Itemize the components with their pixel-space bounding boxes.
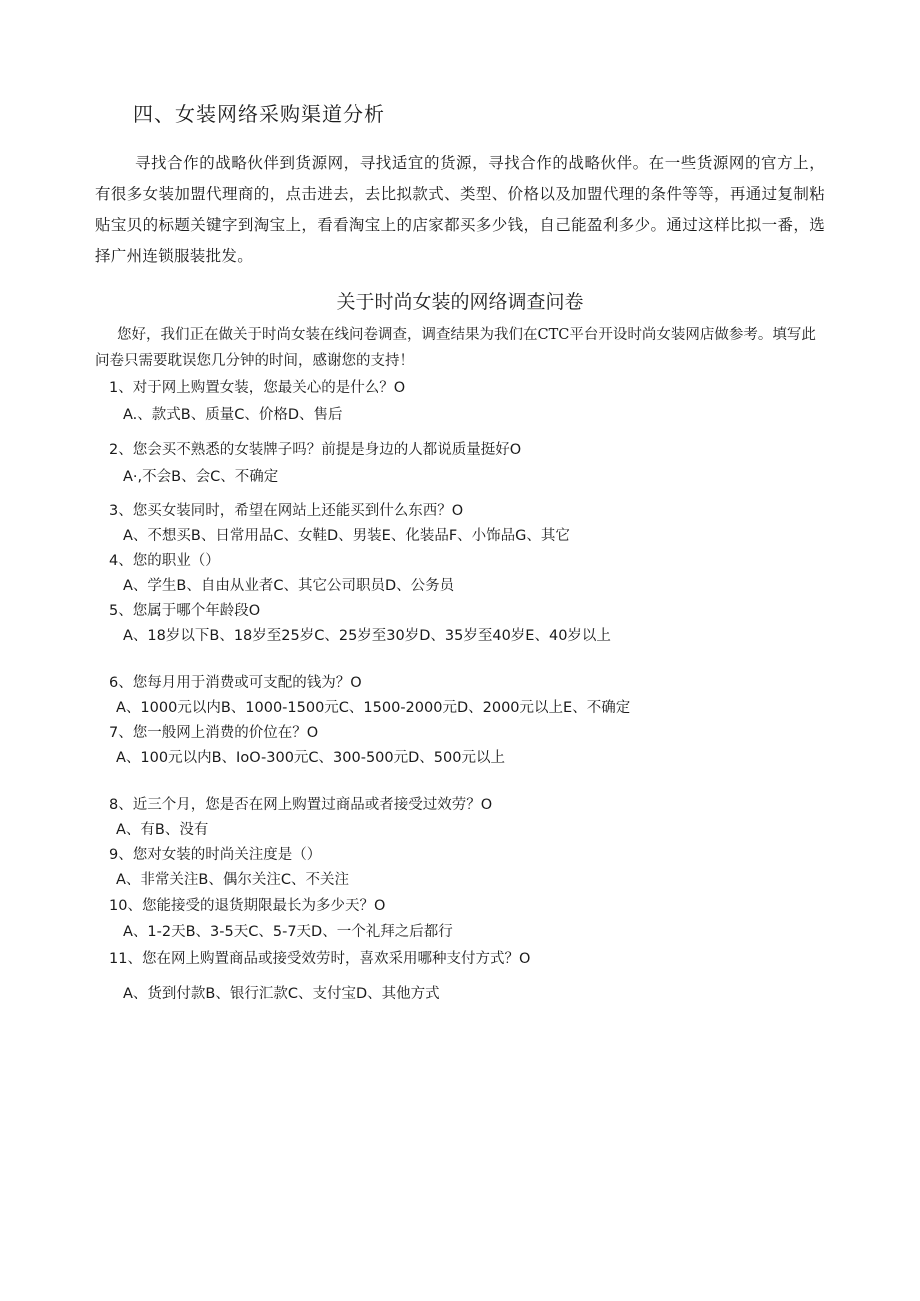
question-9-options: A、非常关注B、偶尔关注C、不关注 bbox=[116, 872, 349, 888]
question-3-options: A、不想买B、日常用品C、女鞋D、男装E、化装品F、小饰品G、其它 bbox=[123, 528, 570, 544]
question-9: 9、您对女装的时尚关注度是（） bbox=[109, 847, 322, 863]
question-2-options: A·,不会B、会C、不确定 bbox=[123, 469, 279, 485]
question-2: 2、您会买不熟悉的女装牌子吗？前提是身边的人都说质量挺好O bbox=[109, 442, 522, 458]
question-10: 10、您能接受的退货期限最长为多少天？O bbox=[109, 898, 386, 914]
section-paragraph: 寻找合作的战略伙伴到货源网，寻找适宜的货源，寻找合作的战略伙伴。在一些货源网的官方上，有很多女装加盟代理商的，点击进去，去比拟款式、类型、价格以及加盟代理的条件等等，再通过复制粘贴宝贝的标题关键字到淘宝上，看看淘宝上的店家都买多少钱，自己能盈利多少。通过这样比拟一番，选择广州连锁服装批发。 bbox=[95, 154, 825, 265]
question-11-options: A、货到付款B、银行汇款C、支付宝D、其他方式 bbox=[123, 986, 440, 1002]
survey-intro: 您好，我们正在做关于时尚女装在线问卷调查，调查结果为我们在CTC平台开设时尚女装网店做参考。填写此问卷只需要耽误您几分钟的时间，感谢您的支持！ bbox=[95, 327, 816, 369]
question-1-options: A.、款式B、质量C、价格D、售后 bbox=[123, 407, 343, 423]
survey-title: 关于时尚女装的网络调查问卷 bbox=[336, 291, 584, 313]
question-4-options: A、学生B、自由从业者C、其它公司职员D、公务员 bbox=[123, 578, 455, 594]
question-8-options: A、有B、没有 bbox=[116, 822, 209, 838]
question-6-options: A、1000元以内B、1000-1500元C、1500-2000元D、2000元以上E、不确定 bbox=[116, 700, 631, 716]
question-5-options: A、18岁以下B、18岁至25岁C、25岁至30岁D、35岁至40岁E、40岁以上 bbox=[123, 628, 611, 644]
question-6: 6、您每月用于消费或可支配的钱为？O bbox=[109, 675, 362, 691]
question-5: 5、您属于哪个年龄段O bbox=[109, 603, 261, 619]
question-7: 7、您一般网上消费的价位在？O bbox=[109, 725, 319, 741]
question-8: 8、近三个月，您是否在网上购置过商品或者接受过效劳？O bbox=[109, 797, 493, 813]
question-10-options: A、1-2天B、3-5天C、5-7天D、一个礼拜之后都行 bbox=[123, 924, 453, 940]
question-3: 3、您买女装同时，希望在网站上还能买到什么东西？O bbox=[109, 503, 464, 519]
question-11: 11、您在网上购置商品或接受效劳时，喜欢采用哪种支付方式？O bbox=[109, 951, 531, 967]
question-1: 1、对于网上购置女装，您最关心的是什么？O bbox=[109, 380, 406, 396]
question-7-options: A、100元以内B、IoO-300元C、300-500元D、500元以上 bbox=[116, 750, 505, 766]
section-heading: 四、女装网络采购渠道分析 bbox=[133, 102, 385, 126]
question-4: 4、您的职业（） bbox=[109, 553, 220, 569]
